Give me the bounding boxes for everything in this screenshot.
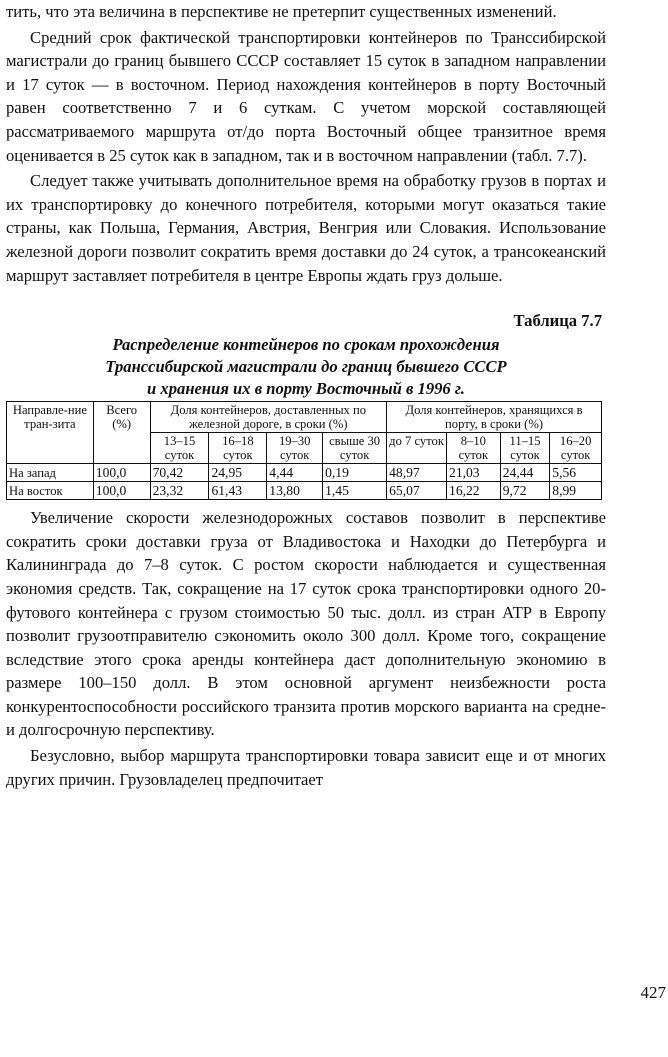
header-total: Всего (%) (93, 402, 150, 464)
paragraph-route-choice: Безусловно, выбор маршрута транспортировки товара зависит еще и от многих других причин. Грузовладелец предпочитает (6, 746, 606, 789)
cell-value: 24,95 (209, 464, 267, 482)
header-group-port: Доля контейнеров, хранящихся в порту, в сроки (%) (387, 402, 602, 433)
table-row-west (7, 464, 602, 482)
cell-value: 0,19 (323, 464, 387, 482)
header-group-rail: Доля контейнеров, доставленных по железной дороге, в сроки (%) (150, 402, 387, 433)
page-number: 427 (640, 983, 666, 1002)
cell-value: 24,44 (500, 464, 550, 482)
subheader-rail-13-15: 13–15 суток (150, 433, 209, 464)
cell-value: 8,99 (550, 482, 602, 500)
subheader-rail-19-30: 19–30 суток (267, 433, 323, 464)
book-page (6, 0, 606, 791)
paragraph-continuation: тить, что эта величина в перспективе не претерпит существенных изменений. (6, 2, 557, 21)
subheader-port-11-15: 11–15 суток (500, 433, 550, 464)
cell-direction: На восток (7, 482, 94, 500)
paragraph-additional-time: Следует также учитывать дополнительное время на обработку грузов в портах и их транспортировку до конечного потребителя, которыми могут оказаться такие страны, как Польша, Германия, Австрия, Венгрия или Словакия. Использование железной дороги позволит сократить время доставки до 24 суток, а трансокеанский маршрут заставляет потребителя в центре Европы ждать груз дольше. (6, 171, 606, 285)
header-direction: Направле-ние тран-зита (7, 402, 94, 464)
cell-value: 48,97 (387, 464, 447, 482)
cell-value: 16,22 (447, 482, 501, 500)
table-caption-line-3: и хранения их в порту Восточный в 1996 г. (147, 379, 465, 399)
subheader-port-16-20: 16–20 суток (550, 433, 602, 464)
table-caption-line-2: Транссибирской магистрали до границ бывшего СССР (105, 357, 507, 377)
cell-total: 100,0 (93, 464, 150, 482)
cell-value: 1,45 (323, 482, 387, 500)
table-row-east (7, 482, 602, 500)
table-caption-line-1: Распределение контейнеров по срокам прохождения (112, 335, 500, 355)
cell-value: 9,72 (500, 482, 550, 500)
cell-value: 23,32 (150, 482, 209, 500)
subheader-rail-over-30: свыше 30 суток (323, 433, 387, 464)
subheader-port-8-10: 8–10 суток (447, 433, 501, 464)
subheader-port-up-to-7: до 7 суток (387, 433, 447, 464)
cell-value: 65,07 (387, 482, 447, 500)
cell-value: 70,42 (150, 464, 209, 482)
cell-value: 61,43 (209, 482, 267, 500)
cell-value: 13,80 (267, 482, 323, 500)
cell-total: 100,0 (93, 482, 150, 500)
cell-value: 4,44 (267, 464, 323, 482)
subheader-rail-16-18: 16–18 суток (209, 433, 267, 464)
cell-value: 5,56 (550, 464, 602, 482)
table-caption (6, 334, 606, 400)
cell-value: 21,03 (447, 464, 501, 482)
table-header-row-1 (7, 402, 602, 433)
container-distribution-table (6, 401, 602, 500)
paragraph-transit-time: Средний срок фактической транспортировки контейнеров по Транссибирской магистрали до границ бывшего СССР составляет 15 суток в западном направлении и 17 суток — в восточном. Период нахождения контейнеров в порту Восточный равен соответственно 7 и 6 суткам. С учетом морской составляющей рассматриваемого маршрута от/до порта Восточный общее транзитное время оценивается в 25 суток как в западном, так и в восточном направлении (табл. 7.7). (6, 27, 606, 165)
cell-direction: На запад (7, 464, 94, 482)
paragraph-rail-speed: Увеличение скорости железнодорожных составов позволит в перспективе сократить сроки доставки груза от Владивостока и Находки до Петербурга и Калининграда до 7–8 суток. С ростом скорости наблюдается и существенная экономия средств. Так, сокращение на 17 суток срока транспортировки одного 20-футового контейнера с грузом стоимостью 50 тыс. долл. из стран АТР в Европу позволит грузоотправителю сэкономить около 300 долл. Кроме того, сокращение вследствие этого срока аренды контейнера даст дополнительную экономию в размере 100–150 долл. В этом основной аргумент неизбежности роста конкурентоспособности российского транзита против морского варианта на средне- и долгосрочную перспективу. (6, 508, 606, 740)
table-label: Таблица 7.7 (513, 311, 602, 331)
